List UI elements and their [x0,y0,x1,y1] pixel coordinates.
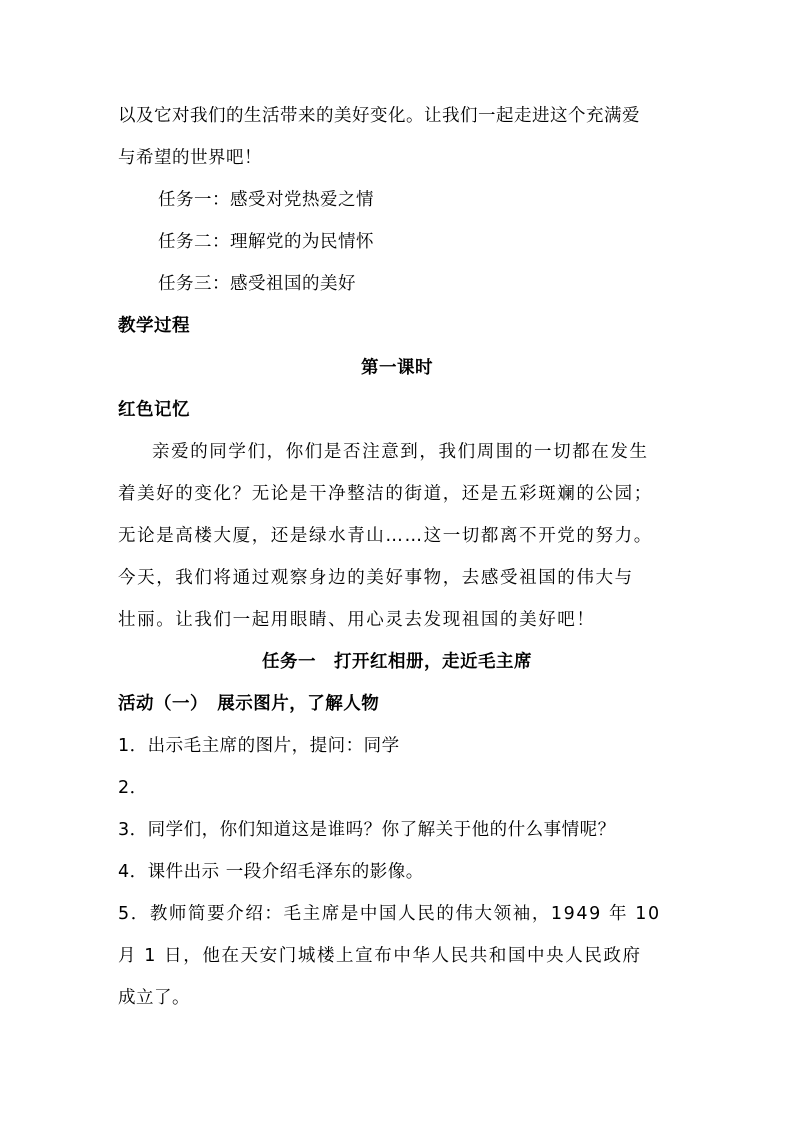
step-3: 3．同学们，你们知道这是谁吗？你了解关于他的什么事情呢？ [118,820,616,840]
paragraph-line-2: 着美好的变化？无论是干净整洁的街道，还是五彩斑斓的公园； [118,484,653,504]
paragraph-line-1: 亲爱的同学们，你们是否注意到，我们周围的一切都在发生 [152,442,649,462]
step-5-line-2: 月 1 日，他在天安门城楼上宣布中华人民共和国中央人民政府 [118,946,642,966]
paragraph-line-4: 今天，我们将通过观察身边的美好事物，去感受祖国的伟大与 [118,568,634,588]
step-2: 2． [118,778,148,798]
task-item-3: 任务三：感受祖国的美好 [158,274,356,294]
task1-title: 任务一 打开红相册，走近毛主席 [262,652,532,672]
lesson-title: 第一课时 [361,358,433,378]
intro-line-2: 与希望的世界吧！ [118,148,262,168]
task-item-2: 任务二：理解党的为民情怀 [158,232,374,252]
step-5-line-3: 成立了。 [118,988,190,1008]
paragraph-line-5: 壮丽。让我们一起用眼睛、用心灵去发现祖国的美好吧！ [118,610,596,630]
step-4: 4．课件出示 一段介绍毛泽东的影像。 [118,862,424,882]
step-1: 1．出示毛主席的图片，提问：同学 [118,736,400,756]
intro-line-1: 以及它对我们的生活带来的美好变化。让我们一起走进这个充满爱 [118,106,640,126]
task-item-1: 任务一：感受对党热爱之情 [158,190,374,210]
paragraph-line-3: 无论是高楼大厦，还是绿水青山……这一切都离不开党的努力。 [118,526,653,546]
activity1-title: 活动（一） 展示图片，了解人物 [118,694,380,714]
section-heading: 教学过程 [118,316,190,336]
step-5-line-1: 5．教师简要介绍：毛主席是中国人民的伟大领袖，1949 年 10 [118,904,661,924]
red-memory-heading: 红色记忆 [118,400,190,420]
